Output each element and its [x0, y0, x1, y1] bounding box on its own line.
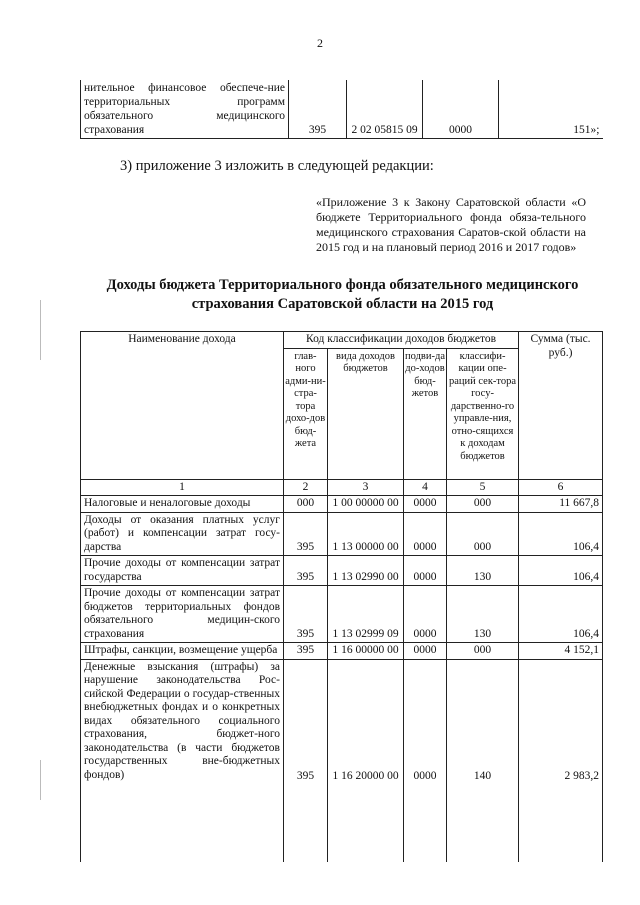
column-number: 6 — [519, 479, 603, 496]
table-row — [81, 80, 603, 139]
document-title: Доходы бюджета Территориального фонда обязательного медицинского страхования Саратовской области на 2015 год — [106, 277, 579, 312]
cell-subtype: 0000 — [404, 496, 447, 513]
table-row — [81, 512, 603, 556]
header-admin: глав-ного адми-ни-стра-тора дохо-дов бюд-жета — [284, 348, 328, 479]
cell-operation: 000 — [447, 512, 519, 556]
cell-subtype: 0000 — [404, 659, 447, 862]
cell-code: 1 13 02999 09 — [328, 586, 404, 643]
table-row — [81, 586, 603, 643]
header-name: Наименование дохода — [81, 332, 284, 480]
cell-name: Штрафы, санкции, возмещение ущерба — [81, 643, 284, 660]
cell-name: Прочие доходы от компенсации затрат государства — [81, 556, 284, 586]
cell-sum: 2 983,2 — [519, 659, 603, 862]
column-number: 3 — [328, 479, 404, 496]
income-table — [80, 331, 603, 862]
cell-code: 1 16 00000 00 — [328, 643, 404, 660]
table-row — [81, 556, 603, 586]
page-number: 2 — [317, 36, 323, 50]
header-code-group: Код классификации доходов бюджетов — [284, 332, 519, 349]
cell-name: нительное финансовое обеспече-ние территориальных программ обязательного медицинского страхования — [81, 80, 289, 139]
instruction-text: 3) приложение 3 изложить в следующей редакции: — [120, 158, 434, 174]
cell-sum: 4 152,1 — [519, 643, 603, 660]
cell-sum: 11 667,8 — [519, 496, 603, 513]
cell-admin: 395 — [284, 659, 328, 862]
header-income-type: вида доходов бюджетов — [328, 348, 404, 479]
column-number: 2 — [284, 479, 328, 496]
cell-sum: 106,4 — [519, 586, 603, 643]
cell-admin: 395 — [289, 80, 347, 139]
cell-admin: 000 — [284, 496, 328, 513]
column-number: 1 — [81, 479, 284, 496]
cell-name: Доходы от оказания платных услуг (работ) и компенсации затрат госу-дарства — [81, 512, 284, 556]
cell-admin: 395 — [284, 586, 328, 643]
cell-name: Денежные взыскания (штрафы) за нарушение законодательства Рос-сийской Федерации о государ-ственных внебюджетных фондах и о конкретных видах обязательного социального страхования, бюджет-ного законодательства (в части бюджетов государственных вне-бюджетных фондов) — [81, 659, 284, 862]
cell-operation: 130 — [447, 586, 519, 643]
cell-code: 1 13 02990 00 — [328, 556, 404, 586]
cell-sum: 106,4 — [519, 512, 603, 556]
cell-code: 1 00 00000 00 — [328, 496, 404, 513]
column-number: 5 — [447, 479, 519, 496]
cell-name: Налоговые и неналоговые доходы — [81, 496, 284, 513]
appendix-note: «Приложение 3 к Закону Саратовской области «О бюджете Территориального фонда обяза-тельного медицинского страхования Саратов-ской области на 2015 год и на плановый период 2016 и 2017 годов» — [316, 195, 586, 254]
cell-code: 1 13 00000 00 — [328, 512, 404, 556]
cell-subtype: 0000 — [423, 80, 499, 139]
table-row — [81, 496, 603, 513]
column-number: 4 — [404, 479, 447, 496]
column-number-row — [81, 479, 603, 496]
header-operations: классифи-кации опе-раций сек-тора госу-дарственно-го управле-ния, отно-сящихся к доходам бюджетов — [447, 348, 519, 479]
scan-margin-mark — [40, 760, 41, 800]
header-subtype: подви-да до-ходов бюд-жетов — [404, 348, 447, 479]
cell-subtype: 0000 — [404, 643, 447, 660]
cell-subtype: 0000 — [404, 556, 447, 586]
scan-margin-mark — [40, 300, 41, 360]
cell-operation: 151»; — [499, 80, 603, 139]
header-sum: Сумма (тыс. руб.) — [519, 332, 603, 480]
table-row — [81, 659, 603, 862]
cell-admin: 395 — [284, 556, 328, 586]
cell-sum: 106,4 — [519, 556, 603, 586]
continuation-table — [80, 80, 603, 139]
cell-code: 1 16 20000 00 — [328, 659, 404, 862]
cell-subtype: 0000 — [404, 512, 447, 556]
cell-admin: 395 — [284, 643, 328, 660]
cell-admin: 395 — [284, 512, 328, 556]
header-row — [81, 332, 603, 349]
table-row — [81, 643, 603, 660]
cell-operation: 130 — [447, 556, 519, 586]
cell-operation: 140 — [447, 659, 519, 862]
cell-code: 2 02 05815 09 — [347, 80, 423, 139]
cell-name: Прочие доходы от компенсации затрат бюджетов территориальных фондов обязательного медицин-ского страхования — [81, 586, 284, 643]
cell-subtype: 0000 — [404, 586, 447, 643]
cell-operation: 000 — [447, 643, 519, 660]
cell-operation: 000 — [447, 496, 519, 513]
